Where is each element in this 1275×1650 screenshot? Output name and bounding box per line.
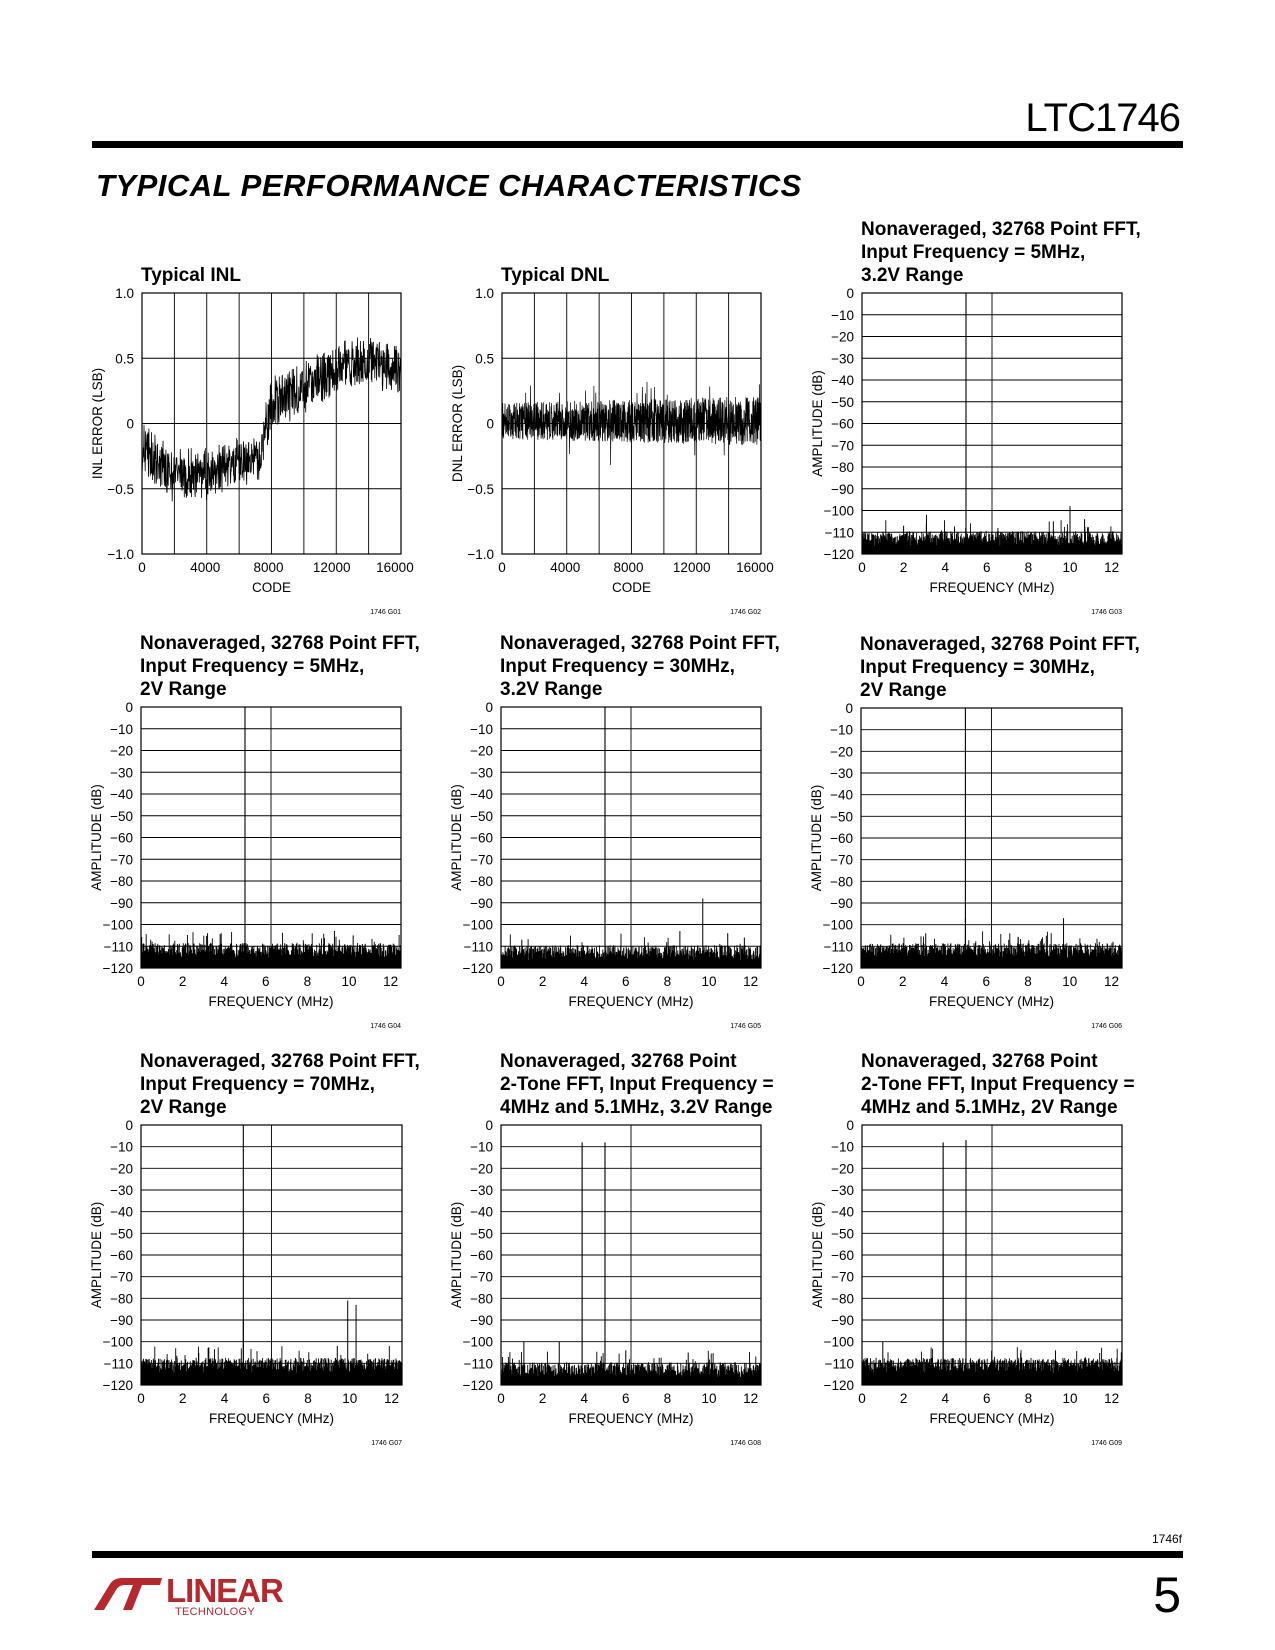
- figure-id: 1746 G01: [370, 609, 401, 616]
- y-axis-label: AMPLITUDE (dB): [810, 370, 825, 477]
- y-tick-label: −70: [470, 852, 493, 868]
- y-tick-label: −30: [470, 1183, 493, 1198]
- x-tick-label: 6: [982, 974, 991, 989]
- y-tick-label: −110: [823, 939, 853, 955]
- y-tick-label: −70: [831, 438, 854, 454]
- y-tick-label: −30: [831, 351, 854, 367]
- y-tick-label: 0: [486, 416, 494, 432]
- y-tick-label: −80: [830, 874, 853, 890]
- y-tick-label: −110: [463, 1356, 493, 1372]
- x-tick-label: 12000: [672, 560, 711, 575]
- x-tick-label: 12: [743, 1391, 759, 1406]
- y-tick-label: −120: [823, 547, 854, 562]
- section-title: TYPICAL PERFORMANCE CHARACTERISTICS: [96, 168, 802, 203]
- y-tick-label: −90: [831, 1313, 854, 1328]
- x-tick-label: 12000: [312, 560, 351, 575]
- y-tick-label: −30: [110, 765, 133, 781]
- y-tick-label: 0.5: [115, 351, 134, 367]
- figure-id: 1746 G03: [1091, 609, 1122, 616]
- grid: [501, 707, 761, 968]
- y-tick-label: −50: [110, 808, 133, 824]
- plot-svg: [440, 1043, 780, 1458]
- x-tick-label: 6: [983, 1391, 991, 1406]
- y-tick-label: −50: [831, 1226, 854, 1242]
- y-tick-label: −1.0: [467, 547, 494, 562]
- x-tick-label: 4000: [190, 560, 221, 575]
- chart-title-line: Input Frequency = 5MHz,: [861, 242, 1086, 263]
- chart-title-line: 2V Range: [860, 680, 947, 701]
- y-axis-label: AMPLITUDE (dB): [449, 1201, 464, 1309]
- chart-title-line: Input Frequency = 30MHz,: [500, 656, 735, 677]
- y-tick-label: −100: [462, 917, 493, 933]
- chart-title-line: Nonaveraged, 32768 Point FFT,: [140, 633, 420, 654]
- y-tick-label: −80: [470, 1291, 493, 1307]
- x-tick-label: 10: [341, 974, 357, 989]
- grid: [501, 1125, 761, 1385]
- y-tick-label: 0: [846, 1118, 854, 1133]
- figure-id: 1746 G08: [730, 1440, 761, 1447]
- x-axis-label: CODE: [251, 580, 292, 595]
- chart-2tone-2v: [800, 1043, 1140, 1458]
- y-tick-label: −90: [831, 481, 854, 497]
- y-tick-label: −110: [463, 939, 493, 955]
- y-tick-label: 0: [485, 700, 493, 715]
- grid: [862, 1125, 1122, 1385]
- y-tick-label: 0: [126, 416, 134, 432]
- y-tick-label: −60: [110, 1248, 133, 1263]
- chart-title-line: Typical DNL: [501, 265, 610, 286]
- figure-id: 1746 G04: [370, 1023, 401, 1030]
- y-tick-label: −10: [830, 722, 853, 738]
- doc-code: 1746f: [1151, 1532, 1182, 1546]
- y-tick-label: 0: [846, 286, 854, 301]
- y-tick-label: 0: [125, 1118, 133, 1133]
- y-tick-label: −70: [830, 852, 853, 868]
- y-tick-label: −110: [103, 939, 133, 955]
- y-tick-label: −90: [830, 896, 853, 911]
- x-tick-label: 0: [497, 1391, 505, 1406]
- plot-svg: [800, 210, 1140, 650]
- y-tick-label: −50: [830, 809, 853, 825]
- y-tick-label: −120: [102, 961, 133, 976]
- y-axis-label: AMPLITUDE (dB): [809, 784, 824, 892]
- plot-svg: [440, 250, 774, 650]
- y-tick-label: −110: [824, 1356, 854, 1372]
- x-tick-label: 6: [262, 974, 270, 989]
- y-tick-label: −0.5: [107, 481, 134, 497]
- chart-title-line: Nonaveraged, 32768 Point: [861, 1051, 1098, 1072]
- x-tick-label: 6: [622, 974, 630, 989]
- x-tick-label: 0: [138, 560, 146, 575]
- x-tick-label: 8: [303, 974, 312, 989]
- y-tick-label: −90: [470, 1313, 493, 1328]
- x-tick-label: 0: [137, 974, 145, 989]
- y-tick-label: −30: [830, 766, 853, 781]
- x-tick-label: 2: [899, 974, 907, 989]
- noise-floor-trace: [862, 1347, 1122, 1385]
- chart-title-line: 3.2V Range: [500, 679, 603, 700]
- grid: [862, 293, 1122, 554]
- x-tick-label: 6: [622, 1391, 630, 1406]
- y-tick-label: −80: [831, 460, 854, 475]
- x-tick-label: 4: [941, 1391, 949, 1406]
- chart-title-line: Input Frequency = 30MHz,: [860, 657, 1095, 678]
- y-tick-label: 0.5: [475, 351, 494, 367]
- y-tick-label: −50: [110, 1226, 133, 1242]
- y-tick-label: −60: [830, 831, 853, 846]
- y-tick-label: −110: [103, 1356, 133, 1372]
- x-tick-label: 4: [220, 1391, 229, 1406]
- y-tick-label: −120: [462, 1378, 493, 1393]
- x-tick-label: 8: [663, 1391, 672, 1406]
- chart-title-line: 2V Range: [140, 679, 227, 700]
- y-axis-label: AMPLITUDE (dB): [449, 784, 464, 891]
- chart-title-line: Nonaveraged, 32768 Point: [500, 1051, 737, 1072]
- x-tick-label: 8000: [253, 560, 284, 575]
- y-tick-label: −60: [470, 830, 493, 846]
- x-tick-label: 0: [858, 560, 866, 575]
- figure-id: 1746 G09: [1091, 1440, 1122, 1447]
- plot-svg: [80, 1043, 420, 1458]
- y-tick-label: −60: [831, 416, 854, 432]
- chart-fft-30mhz-2v: [800, 625, 1140, 1040]
- y-tick-label: −20: [470, 1161, 493, 1177]
- y-tick-label: −100: [102, 1334, 133, 1350]
- chart-title-line: Nonaveraged, 32768 Point FFT,: [500, 633, 780, 654]
- y-tick-label: −30: [831, 1183, 854, 1198]
- x-tick-label: 4: [580, 974, 588, 989]
- y-tick-label: −100: [823, 1334, 854, 1350]
- chart-title-line: 2V Range: [140, 1097, 227, 1118]
- y-tick-label: 0: [845, 701, 853, 716]
- y-tick-label: −90: [110, 1313, 133, 1328]
- y-tick-label: −100: [102, 917, 133, 933]
- x-tick-label: 8: [663, 974, 672, 989]
- x-tick-label: 10: [701, 1391, 717, 1406]
- y-axis-label: DNL ERROR (LSB): [450, 364, 465, 483]
- y-tick-label: −40: [110, 1204, 133, 1220]
- y-tick-label: −120: [102, 1378, 133, 1393]
- chart-title-line: Input Frequency = 5MHz,: [140, 656, 365, 677]
- x-tick-label: 8: [1024, 1391, 1033, 1406]
- x-tick-label: 10: [1062, 1391, 1078, 1406]
- plot-svg: [440, 625, 780, 1040]
- chart-typical-dnl: [440, 250, 774, 650]
- figure-id: 1746 G06: [1091, 1023, 1122, 1030]
- chart-2tone-3v2: [440, 1043, 780, 1458]
- y-tick-label: −70: [470, 1269, 493, 1285]
- x-axis-label: FREQUENCY (MHz): [568, 1411, 694, 1426]
- x-axis-label: FREQUENCY (MHz): [208, 994, 334, 1009]
- chart-fft-5mhz-2v: [80, 625, 420, 1040]
- x-tick-label: 0: [137, 1391, 145, 1406]
- y-tick-label: −120: [822, 961, 853, 976]
- x-tick-label: 12: [1104, 1391, 1120, 1406]
- y-tick-label: −80: [110, 874, 133, 889]
- x-tick-label: 10: [342, 1391, 358, 1406]
- y-tick-label: −30: [470, 765, 493, 781]
- chart-fft-5mhz-3v2: [800, 210, 1140, 650]
- x-tick-label: 10: [701, 974, 717, 989]
- y-tick-label: −10: [110, 721, 133, 737]
- y-tick-label: −50: [470, 1226, 493, 1242]
- x-tick-label: 16000: [736, 560, 774, 575]
- y-tick-label: 1.0: [115, 286, 134, 301]
- y-axis-label: AMPLITUDE (dB): [89, 1201, 104, 1309]
- y-tick-label: −110: [824, 525, 854, 541]
- y-tick-label: −10: [831, 1139, 854, 1155]
- chart-title-line: 4MHz and 5.1MHz, 2V Range: [861, 1097, 1118, 1118]
- x-tick-label: 12: [384, 1391, 400, 1406]
- y-tick-label: −40: [830, 787, 853, 803]
- y-tick-label: 0: [485, 1118, 493, 1133]
- x-tick-label: 0: [857, 974, 865, 989]
- logo-subword: TECHNOLOGY: [175, 1606, 256, 1618]
- y-tick-label: −10: [470, 721, 493, 737]
- page-number: 5: [1153, 1567, 1181, 1623]
- grid: [861, 708, 1122, 968]
- x-tick-label: 4: [941, 560, 949, 575]
- y-tick-label: −10: [110, 1139, 133, 1155]
- x-tick-label: 4000: [550, 560, 581, 575]
- y-tick-label: −40: [470, 787, 493, 802]
- x-axis-label: FREQUENCY (MHz): [929, 1411, 1055, 1426]
- chart-fft-30mhz-3v2: [440, 625, 780, 1040]
- x-axis-label: FREQUENCY (MHz): [929, 580, 1055, 595]
- y-tick-label: −20: [830, 744, 853, 760]
- y-tick-label: −100: [822, 917, 853, 933]
- y-tick-label: −70: [831, 1269, 854, 1285]
- y-tick-label: 1.0: [475, 286, 494, 301]
- x-axis-label: FREQUENCY (MHz): [928, 994, 1055, 1009]
- x-tick-label: 8: [1024, 974, 1032, 989]
- x-axis-label: CODE: [611, 580, 652, 595]
- x-tick-label: 2: [538, 974, 547, 989]
- chart-title-line: 4MHz and 5.1MHz, 3.2V Range: [500, 1097, 773, 1118]
- x-tick-label: 2: [899, 560, 908, 575]
- y-tick-label: −1.0: [107, 547, 134, 562]
- x-tick-label: 4: [580, 1391, 588, 1406]
- y-tick-label: −20: [110, 1161, 133, 1177]
- x-tick-label: 4: [220, 974, 228, 989]
- y-axis-label: AMPLITUDE (dB): [89, 784, 104, 891]
- grid: [141, 707, 401, 968]
- y-tick-label: −80: [110, 1291, 133, 1307]
- y-tick-label: −40: [110, 787, 133, 802]
- x-tick-label: 6: [983, 560, 991, 575]
- y-tick-label: −50: [470, 808, 493, 824]
- chart-title-line: Input Frequency = 70MHz,: [140, 1074, 375, 1095]
- chart-title-line: Nonaveraged, 32768 Point FFT,: [860, 634, 1140, 655]
- y-tick-label: −40: [831, 1204, 854, 1220]
- figure-id: 1746 G07: [371, 1440, 402, 1447]
- y-tick-label: −50: [831, 394, 854, 410]
- x-tick-label: 10: [1062, 560, 1078, 575]
- x-tick-label: 12: [1104, 974, 1120, 989]
- y-tick-label: −0.5: [467, 481, 494, 497]
- y-axis-label: INL ERROR (LSB): [90, 367, 105, 480]
- y-tick-label: −90: [470, 895, 493, 911]
- figure-id: 1746 G02: [730, 609, 761, 616]
- y-tick-label: −30: [110, 1183, 133, 1198]
- y-tick-label: −100: [462, 1334, 493, 1350]
- y-tick-label: −20: [110, 743, 133, 759]
- header-rule: [92, 141, 1183, 148]
- plot-svg: [800, 625, 1140, 1040]
- y-tick-label: −60: [470, 1248, 493, 1263]
- chart-title-line: Typical INL: [141, 265, 241, 286]
- y-tick-label: −20: [831, 329, 854, 345]
- chart-title-line: 3.2V Range: [861, 265, 964, 286]
- y-axis-label: AMPLITUDE (dB): [810, 1201, 825, 1309]
- plot-svg: [80, 250, 414, 650]
- x-tick-label: 12: [743, 974, 759, 989]
- y-tick-label: −80: [831, 1291, 854, 1307]
- x-tick-label: 2: [178, 974, 187, 989]
- y-tick-label: −40: [470, 1204, 493, 1220]
- plot-svg: [800, 1043, 1140, 1458]
- y-tick-label: −10: [470, 1139, 493, 1155]
- y-tick-label: −120: [462, 961, 493, 976]
- x-tick-label: 0: [498, 560, 506, 575]
- x-tick-label: 2: [899, 1391, 908, 1406]
- x-tick-label: 8: [1024, 560, 1033, 575]
- y-tick-label: −100: [823, 503, 854, 519]
- y-tick-label: −20: [470, 743, 493, 759]
- x-tick-label: 8: [304, 1391, 312, 1406]
- y-tick-label: −60: [831, 1248, 854, 1263]
- y-tick-label: −70: [110, 852, 133, 868]
- x-tick-label: 10: [1062, 974, 1078, 989]
- logo-mark-icon: [92, 1576, 164, 1612]
- y-tick-label: −70: [110, 1269, 133, 1285]
- y-tick-label: −40: [831, 373, 854, 388]
- chart-title-line: 2-Tone FFT, Input Frequency =: [500, 1074, 774, 1095]
- x-tick-label: 6: [262, 1391, 271, 1406]
- x-tick-label: 0: [858, 1391, 866, 1406]
- x-tick-label: 8000: [613, 560, 644, 575]
- y-tick-label: −80: [470, 874, 493, 889]
- y-tick-label: −60: [110, 830, 133, 846]
- x-tick-label: 2: [538, 1391, 547, 1406]
- x-tick-label: 4: [940, 974, 949, 989]
- y-tick-label: −20: [831, 1161, 854, 1177]
- part-number: LTC1746: [1025, 96, 1180, 140]
- plot-svg: [80, 625, 420, 1040]
- y-tick-label: 0: [125, 700, 133, 715]
- grid: [141, 1125, 402, 1385]
- x-tick-label: 0: [497, 974, 505, 989]
- y-tick-label: −120: [823, 1378, 854, 1393]
- footer-rule: [92, 1551, 1183, 1558]
- linear-technology-logo: [92, 1574, 292, 1624]
- x-tick-label: 16000: [376, 560, 414, 575]
- chart-fft-70mhz-2v: [80, 1043, 420, 1458]
- chart-title-line: Nonaveraged, 32768 Point FFT,: [140, 1051, 420, 1072]
- x-axis-label: FREQUENCY (MHz): [208, 1411, 335, 1426]
- chart-title-line: Nonaveraged, 32768 Point FFT,: [861, 219, 1141, 240]
- x-axis-label: FREQUENCY (MHz): [568, 994, 694, 1009]
- y-tick-label: −90: [110, 895, 133, 911]
- grid: [142, 293, 401, 554]
- x-tick-label: 12: [383, 974, 399, 989]
- chart-title-line: 2-Tone FFT, Input Frequency =: [861, 1074, 1135, 1095]
- logo-word: LINEAR: [166, 1572, 283, 1609]
- y-tick-label: −10: [831, 307, 854, 323]
- x-tick-label: 2: [179, 1391, 187, 1406]
- chart-typical-inl: [80, 250, 414, 650]
- x-tick-label: 12: [1104, 560, 1120, 575]
- figure-id: 1746 G05: [730, 1023, 761, 1030]
